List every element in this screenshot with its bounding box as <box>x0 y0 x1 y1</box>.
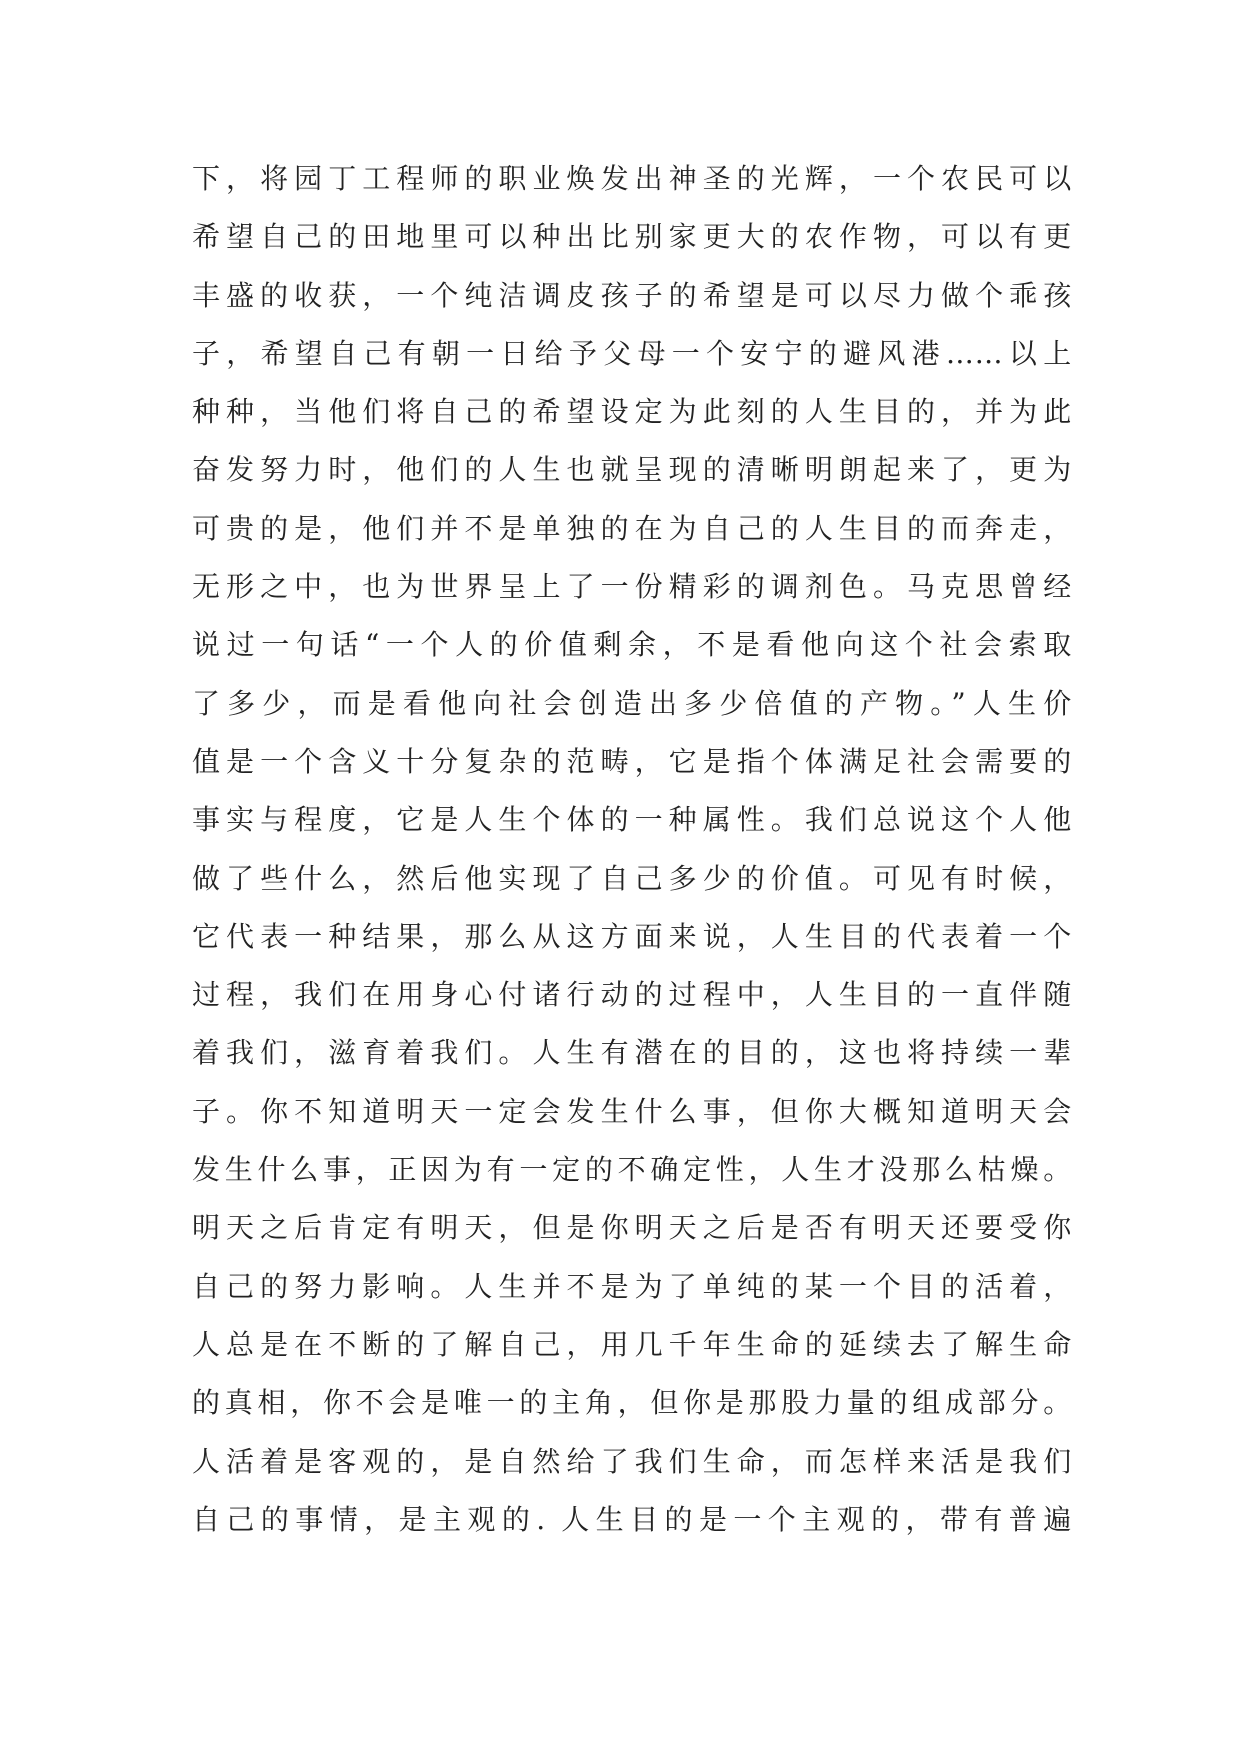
text-line: 自己的事情，是主观的. 人生目的是一个主观的，带有普遍 <box>192 1502 1072 1536</box>
text-line: 过程，我们在用身心付诸行动的过程中，人生目的一直伴随 <box>192 978 1072 1012</box>
text-line: 人总是在不断的了解自己，用几千年生命的延续去了解生命 <box>192 1327 1072 1361</box>
text-line: 子。你不知道明天一定会发生什么事，但你大概知道明天会 <box>192 1094 1072 1128</box>
text-line: 下，将园丁工程师的职业焕发出神圣的光辉，一个农民可以 <box>192 162 1072 195</box>
text-line: 着我们，滋育着我们。人生有潜在的目的，这也将持续一辈 <box>192 1036 1072 1070</box>
text-line: 的真相，你不会是唯一的主角，但你是那股力量的组成部分。 <box>192 1386 1072 1420</box>
text-line: 希望自己的田地里可以种出比别家更大的农作物，可以有更 <box>192 220 1072 254</box>
text-line: 值是一个含义十分复杂的范畴，它是指个体满足社会需要的 <box>192 744 1072 778</box>
text-line: 种种，当他们将自己的希望设定为此刻的人生目的，并为此 <box>192 395 1072 429</box>
text-line: 奋发努力时，他们的人生也就呈现的清晰明朗起来了，更为 <box>192 453 1072 487</box>
body-text <box>192 150 1072 1549</box>
text-line: 说过一句话“一个人的价值剩余，不是看他向这个社会索取 <box>192 628 1072 662</box>
text-line: 无形之中，也为世界呈上了一份精彩的调剂色。马克思曾经 <box>192 570 1072 604</box>
text-line: 它代表一种结果，那么从这方面来说，人生目的代表着一个 <box>192 919 1072 953</box>
text-line: 丰盛的收获，一个纯洁调皮孩子的希望是可以尽力做个乖孩 <box>192 278 1072 312</box>
text-line: 做了些什么，然后他实现了自己多少的价值。可见有时候， <box>192 861 1072 895</box>
text-line: 明天之后肯定有明天，但是你明天之后是否有明天还要受你 <box>192 1211 1072 1245</box>
text-line: 事实与程度，它是人生个体的一种属性。我们总说这个人他 <box>192 803 1072 837</box>
text-line: 人活着是客观的，是自然给了我们生命，而怎样来活是我们 <box>192 1444 1072 1478</box>
text-line: 发生什么事，正因为有一定的不确定性，人生才没那么枯燥。 <box>192 1153 1072 1187</box>
text-line: 子，希望自己有朝一日给予父母一个安宁的避风港……以上 <box>192 336 1072 370</box>
text-line: 可贵的是，他们并不是单独的在为自己的人生目的而奔走， <box>192 511 1072 545</box>
text-line: 自己的努力影响。人生并不是为了单纯的某一个目的活着， <box>192 1269 1072 1303</box>
text-line: 了多少，而是看他向社会创造出多少倍值的产物。”人生价 <box>192 686 1072 720</box>
